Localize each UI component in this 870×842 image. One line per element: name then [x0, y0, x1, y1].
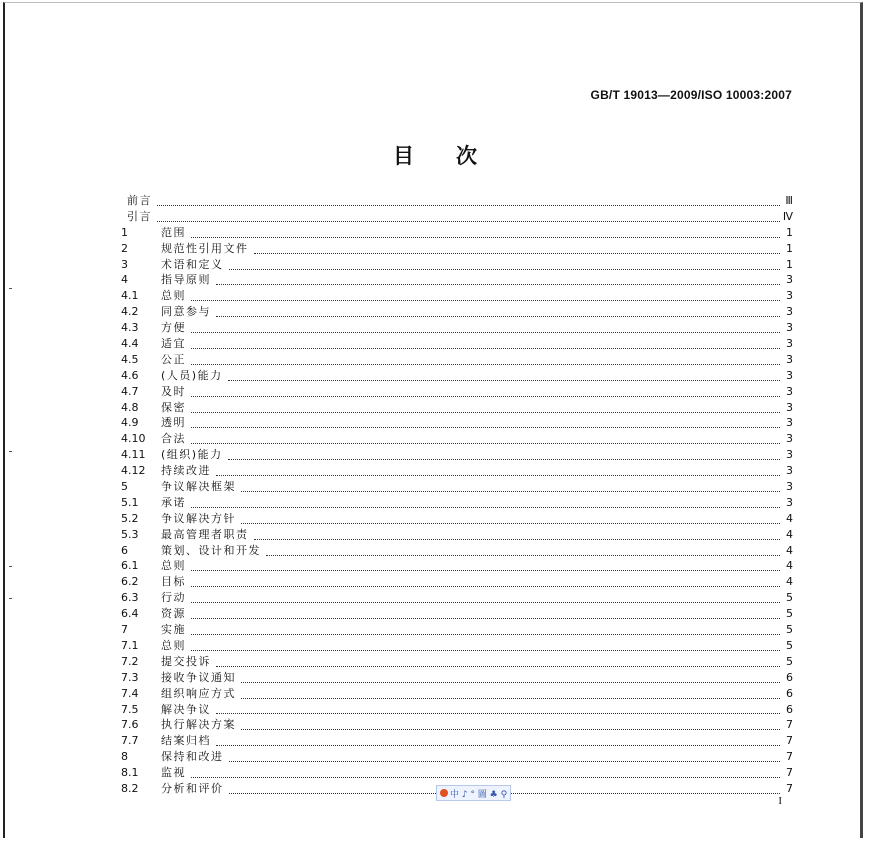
toc-entry[interactable]	[121, 368, 793, 384]
toc-leader-dots	[191, 387, 780, 397]
toc-entry[interactable]	[121, 686, 793, 702]
toc-leader-dots	[191, 323, 780, 333]
toc-leader-dots	[228, 450, 780, 460]
toc-entry-label: 提交投诉	[161, 654, 211, 668]
toc-entry-label: 前言	[127, 194, 152, 207]
toc-entry-label: 方便	[161, 321, 186, 335]
toc-leader-dots	[241, 720, 780, 730]
toc-leader-dots	[157, 212, 780, 222]
toc-entry-label: 总则	[161, 559, 186, 573]
toc-entry-page: 3	[786, 321, 793, 335]
toc-entry-number: 4.3	[121, 321, 139, 335]
toc-entry-page: 3	[786, 368, 793, 382]
toc-entry-number: 7.5	[121, 702, 139, 716]
toc-entry-page: 5	[786, 591, 793, 605]
toc-entry-page: 5	[786, 607, 793, 621]
toc-entry-label: 资源	[161, 607, 186, 621]
toc-entry-number: 1	[121, 225, 128, 239]
toc-entry-number: 7.2	[121, 654, 139, 668]
toc-entry-page: 3	[786, 495, 793, 509]
toc-entry-number: 8	[121, 750, 128, 764]
toc-entry-page: 4	[786, 527, 793, 541]
standard-code: GB/T 19013—2009/ISO 10003:2007	[590, 88, 792, 102]
toc-entry-number: 4.12	[121, 464, 146, 478]
toc-entry-number: 5.1	[121, 495, 139, 509]
toc-entry-label: 解决争议	[161, 702, 211, 716]
toc-entry[interactable]	[121, 304, 793, 320]
toc-entry-number: 5	[121, 480, 128, 494]
toc-entry[interactable]	[121, 463, 793, 479]
toc-entry-page: 7	[786, 781, 793, 795]
toc-entry-number: 6	[121, 543, 128, 557]
toc-entry-number: 7.1	[121, 638, 139, 652]
toc-entry-number: 8.2	[121, 781, 139, 795]
toc-entry-page: 3	[786, 384, 793, 398]
toc-entry-page: 5	[786, 654, 793, 668]
toc-entry[interactable]	[121, 654, 793, 670]
toc-entry-number: 4.6	[121, 368, 139, 382]
toc-leader-dots	[241, 673, 780, 683]
toc-entry-label: 范围	[161, 225, 186, 239]
watermark-toolbar	[436, 785, 511, 801]
toc-entry[interactable]	[121, 400, 793, 416]
toc-entry-label: 监视	[161, 766, 186, 780]
toc-leader-dots	[216, 657, 780, 667]
toc-entry-label: 及时	[161, 384, 186, 398]
toc-entry-page: Ⅳ	[782, 209, 793, 223]
toc-leader-dots	[241, 514, 780, 524]
toc-leader-dots	[216, 275, 780, 285]
toc-entry-label: 总则	[161, 638, 186, 652]
toc-entry-label: 分析和评价	[161, 781, 224, 795]
toc-entry-label: 最高管理者职责	[161, 527, 249, 541]
toc-entry-label: 行动	[161, 591, 186, 605]
toc-entry-page: 7	[786, 718, 793, 732]
toc-entry-label: 指导原则	[161, 273, 211, 287]
toc-entry-label: 透明	[161, 416, 186, 430]
toc-entry-label: 承诺	[161, 495, 186, 509]
toc-entry[interactable]	[121, 272, 793, 288]
toc-entry-number: 4.4	[121, 337, 139, 351]
toc-leader-dots	[254, 530, 781, 540]
toc-leader-dots	[216, 466, 780, 476]
toc-entry-label: 保密	[161, 400, 186, 414]
toc-entry-page: 3	[786, 480, 793, 494]
toc-entry-number: 4.9	[121, 416, 139, 430]
toc-entry[interactable]	[121, 717, 793, 733]
toc-entry-number: 7.3	[121, 670, 139, 684]
toc-entry[interactable]	[121, 288, 793, 304]
toc-leader-dots	[216, 736, 780, 746]
toc-leader-dots	[191, 641, 780, 651]
toc-entry-label: 执行解决方案	[161, 718, 236, 732]
table-of-contents	[121, 193, 793, 797]
toc-leader-dots	[191, 561, 780, 571]
toc-leader-dots	[228, 371, 780, 381]
toc-entry-page: 5	[786, 638, 793, 652]
toc-entry[interactable]	[121, 670, 793, 686]
toc-entry-number: 4.7	[121, 384, 139, 398]
toc-entry-label: 保持和改进	[161, 750, 224, 764]
toc-entry-label: 争议解决框架	[161, 480, 236, 494]
page-title	[0, 140, 870, 170]
toc-entry-number: 7.6	[121, 718, 139, 732]
toc-entry[interactable]	[121, 431, 793, 447]
toc-entry[interactable]	[121, 765, 793, 781]
toc-leader-dots	[229, 752, 781, 762]
toc-leader-dots	[216, 704, 780, 714]
toc-entry-label: 引言	[127, 209, 152, 223]
toc-entry-label: 术语和定义	[161, 257, 224, 271]
toc-leader-dots	[191, 228, 780, 238]
toc-leader-dots	[191, 434, 780, 444]
toc-entry-label: (人员)能力	[161, 368, 223, 382]
toc-entry[interactable]	[121, 543, 793, 559]
margin-mark	[9, 288, 12, 289]
toc-entry-page: 4	[786, 543, 793, 557]
toc-entry-label: 接收争议通知	[161, 670, 236, 684]
toc-entry-page: 3	[786, 464, 793, 478]
toc-entry-number: 7	[121, 623, 128, 637]
toc-leader-dots	[191, 577, 780, 587]
toc-entry-number: 5.2	[121, 511, 139, 525]
toc-entry[interactable]	[121, 352, 793, 368]
toc-entry-page: 3	[786, 289, 793, 303]
toc-leader-dots	[241, 689, 780, 699]
toc-entry-page: 3	[786, 432, 793, 446]
toc-entry[interactable]	[121, 336, 793, 352]
toc-entry-label: 公正	[161, 352, 186, 366]
toc-entry-number: 7.7	[121, 734, 139, 748]
toc-entry-label: 同意参与	[161, 305, 211, 319]
toc-entry-label: 组织响应方式	[161, 686, 236, 700]
toc-entry-page: 7	[786, 750, 793, 764]
toc-entry-page: 7	[786, 734, 793, 748]
toc-entry-number: 4.5	[121, 352, 139, 366]
toc-entry[interactable]	[121, 320, 793, 336]
toc-entry[interactable]	[121, 479, 793, 495]
toc-entry[interactable]	[121, 558, 793, 574]
toc-entry[interactable]	[121, 447, 793, 463]
toc-entry-page: Ⅲ	[785, 194, 793, 207]
toc-entry-page: 6	[786, 702, 793, 716]
toc-leader-dots	[191, 593, 780, 603]
toc-entry-label: 规范性引用文件	[161, 241, 249, 255]
toc-entry-number: 5.3	[121, 527, 139, 541]
toc-entry-number: 4.10	[121, 432, 146, 446]
toc-entry-page: 4	[786, 575, 793, 589]
toc-entry-page: 6	[786, 670, 793, 684]
toc-leader-dots	[191, 498, 780, 508]
toc-entry-label: 结案归档	[161, 734, 211, 748]
toc-leader-dots	[266, 546, 780, 556]
toc-entry-label: 目标	[161, 575, 186, 589]
toc-leader-dots	[191, 403, 780, 413]
toc-entry-page: 3	[786, 352, 793, 366]
toc-entry[interactable]	[121, 257, 793, 273]
toc-entry-page: 6	[786, 686, 793, 700]
toc-entry-number: 4.8	[121, 400, 139, 414]
toc-entry-page: 1	[786, 241, 793, 255]
toc-entry-page: 3	[786, 305, 793, 319]
toc-entry-number: 3	[121, 257, 128, 271]
toc-entry[interactable]	[121, 749, 793, 765]
toc-entry-label: 持续改进	[161, 464, 211, 478]
toc-entry-label: 总则	[161, 289, 186, 303]
toc-entry[interactable]	[121, 527, 793, 543]
toc-entry-page: 1	[786, 257, 793, 271]
page-number: I	[778, 795, 782, 807]
toc-entry-page: 4	[786, 559, 793, 573]
toc-entry[interactable]	[121, 209, 793, 225]
toc-entry-number: 7.4	[121, 686, 139, 700]
toc-entry[interactable]	[121, 574, 793, 590]
toc-entry[interactable]	[121, 241, 793, 257]
toc-leader-dots	[191, 291, 780, 301]
toc-entry-page: 3	[786, 448, 793, 462]
logo-icon	[440, 789, 448, 797]
toc-leader-dots	[229, 260, 781, 270]
toc-entry-label: (组织)能力	[161, 448, 223, 462]
toc-entry[interactable]	[121, 415, 793, 431]
toc-leader-dots	[254, 244, 781, 254]
margin-mark	[9, 451, 12, 452]
toc-entry-page: 5	[786, 623, 793, 637]
toc-entry[interactable]	[121, 495, 793, 511]
toc-entry-number: 2	[121, 241, 128, 255]
toc-entry-label: 实施	[161, 623, 186, 637]
toc-entry-page: 3	[786, 416, 793, 430]
toc-leader-dots	[157, 196, 780, 206]
toc-entry[interactable]	[121, 193, 793, 209]
toc-leader-dots	[216, 307, 780, 317]
toc-entry-label: 适宜	[161, 337, 186, 351]
toc-leader-dots	[191, 609, 780, 619]
toc-entry-page: 1	[786, 225, 793, 239]
toc-entry[interactable]	[121, 384, 793, 400]
toc-entry-number: 8.1	[121, 766, 139, 780]
toc-entry[interactable]	[121, 702, 793, 718]
toc-entry-number: 6.2	[121, 575, 139, 589]
toc-entry-page: 4	[786, 511, 793, 525]
toc-leader-dots	[191, 768, 780, 778]
toc-entry-page: 7	[786, 766, 793, 780]
toc-entry-number: 4.1	[121, 289, 139, 303]
toc-entry-page: 3	[786, 273, 793, 287]
toc-entry-number: 4.2	[121, 305, 139, 319]
toc-leader-dots	[191, 339, 780, 349]
toc-entry-number: 4.11	[121, 448, 146, 462]
toc-entry[interactable]	[121, 733, 793, 749]
toc-leader-dots	[191, 418, 780, 428]
watermark-text: 中 ♪ ° 圖 ♣ ⚲	[450, 789, 508, 800]
toc-entry[interactable]	[121, 606, 793, 622]
margin-mark	[9, 598, 12, 599]
toc-entry[interactable]	[121, 590, 793, 606]
margin-mark	[9, 566, 12, 567]
toc-entry-number: 6.1	[121, 559, 139, 573]
toc-entry-label: 合法	[161, 432, 186, 446]
toc-entry[interactable]	[121, 225, 793, 241]
page-title-text: 目次	[393, 144, 519, 168]
toc-entry[interactable]	[121, 511, 793, 527]
toc-entry-label: 策划、设计和开发	[161, 543, 261, 557]
toc-entry-number: 4	[121, 273, 128, 287]
toc-entry-page: 3	[786, 400, 793, 414]
toc-leader-dots	[191, 355, 780, 365]
toc-leader-dots	[191, 625, 780, 635]
toc-entry[interactable]	[121, 622, 793, 638]
toc-entry-label: 争议解决方针	[161, 511, 236, 525]
toc-entry-page: 3	[786, 337, 793, 351]
toc-entry-number: 6.4	[121, 607, 139, 621]
toc-entry[interactable]	[121, 638, 793, 654]
toc-leader-dots	[241, 482, 780, 492]
toc-entry-number: 6.3	[121, 591, 139, 605]
